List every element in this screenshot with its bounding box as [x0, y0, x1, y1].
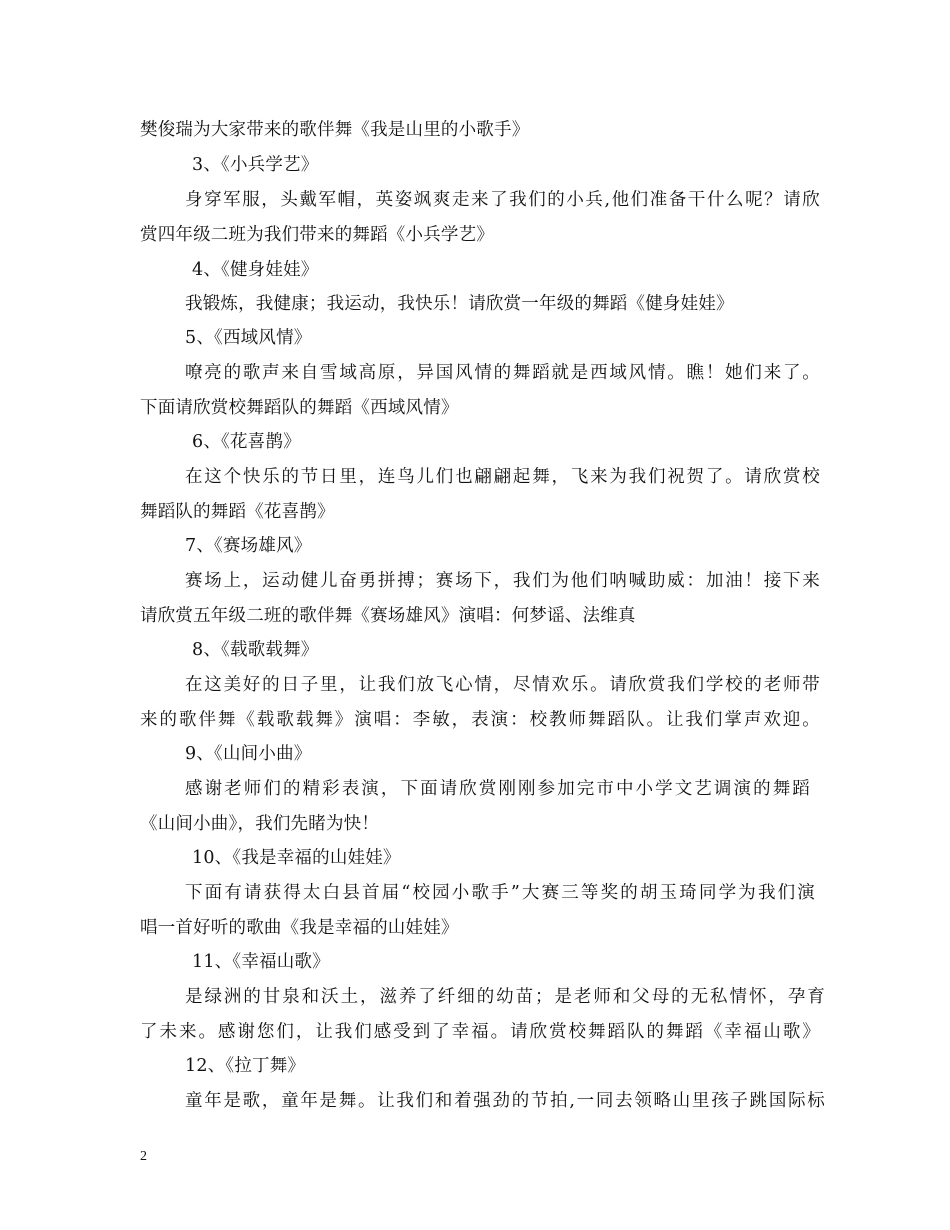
program-heading: 12、《拉丁舞》 — [185, 1056, 306, 1076]
program-heading: 4、《健身娃娃》 — [192, 260, 319, 280]
text-line: 了未来。感谢您们，让我们感受到了幸福。请欣赏校舞蹈队的舞蹈《幸福山歌》 — [140, 1022, 820, 1042]
text-line: 在这美好的日子里，让我们放飞心情，尽情欢乐。请欣赏我们学校的老师带 — [185, 675, 820, 695]
program-heading: 11、《幸福山歌》 — [192, 952, 330, 972]
program-heading: 5、《西域风情》 — [185, 328, 312, 348]
text-line: 在这个快乐的节日里，连鸟儿们也翩翩起舞，飞来为我们祝贺了。请欣赏校 — [185, 467, 820, 487]
text-line: 请欣赏五年级二班的歌伴舞《赛场雄风》演唱：何梦谣、法维真 — [140, 606, 636, 626]
program-heading: 8、《载歌载舞》 — [192, 640, 319, 660]
program-heading: 9、《山间小曲》 — [185, 744, 312, 764]
program-heading: 3、《小兵学艺》 — [192, 155, 319, 175]
text-line: 赏四年级二班为我们带来的舞蹈《小兵学艺》 — [140, 225, 494, 245]
text-line: 唱一首好听的歌曲《我是幸福的山娃娃》 — [140, 918, 459, 938]
text-line: 身穿军服，头戴军帽，英姿飒爽走来了我们的小兵,他们准备干什么呢？请欣 — [185, 190, 820, 210]
program-heading: 10、《我是幸福的山娃娃》 — [192, 848, 401, 868]
text-line: 来的歌伴舞《载歌载舞》演唱：李敏，表演：校教师舞蹈队。让我们掌声欢迎。 — [140, 710, 820, 730]
text-line: 下面有请获得太白县首届“校园小歌手”大赛三等奖的胡玉琦同学为我们演 — [185, 883, 815, 903]
program-heading: 6、《花喜鹊》 — [192, 432, 301, 452]
text-line: 感谢老师们的精彩表演，下面请欣赏刚刚参加完市中小学文艺调演的舞蹈 — [185, 779, 810, 799]
text-line: 下面请欣赏校舞蹈队的舞蹈《西域风情》 — [140, 398, 459, 418]
text-line: 樊俊瑞为大家带来的歌伴舞《我是山里的小歌手》 — [140, 120, 530, 140]
text-line: 是绿洲的甘泉和沃土，滋养了纤细的幼苗；是老师和父母的无私情怀，孕育 — [185, 987, 825, 1007]
text-line: 童年是歌，童年是舞。让我们和着强劲的节拍,一同去领略山里孩子跳国际标 — [185, 1091, 825, 1111]
text-line: 嘹亮的歌声来自雪域高原，异国风情的舞蹈就是西域风情。瞧！她们来了。 — [185, 363, 820, 383]
program-heading: 7、《赛场雄风》 — [185, 536, 312, 556]
text-line: 赛场上，运动健儿奋勇拼搏；赛场下，我们为他们呐喊助威：加油！接下来 — [185, 571, 820, 591]
page-number: 2 — [140, 1149, 147, 1164]
text-line: 《山间小曲》，我们先睹为快！ — [140, 814, 380, 834]
text-line: 我锻炼，我健康；我运动，我快乐！请欣赏一年级的舞蹈《健身娃娃》 — [185, 294, 734, 314]
text-line: 舞蹈队的舞蹈《花喜鹊》 — [140, 502, 335, 522]
